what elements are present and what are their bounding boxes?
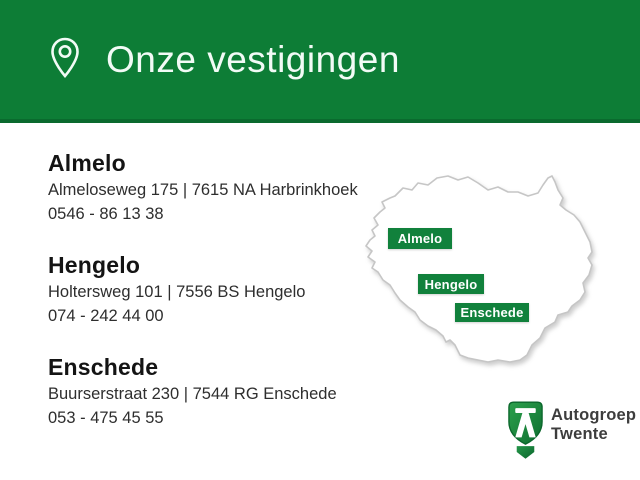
location-address: Almeloseweg 175 | 7615 NA Harbrinkhoek [48,181,358,199]
location-almelo [48,148,378,226]
logo-line-2: Twente [551,424,608,443]
location-phone: 074 - 242 44 00 [48,307,164,325]
location-name: Hengelo [48,252,141,278]
location-pin-icon [50,36,80,84]
page-title: Onze vestigingen [106,38,400,80]
location-phone: 0546 - 86 13 38 [48,205,164,223]
twente-map-outline-icon [362,168,618,396]
location-address: Buurserstraat 230 | 7544 RG Enschede [48,385,337,403]
map-label-enschede: Enschede [455,303,529,322]
autogroep-shield-icon [506,400,545,461]
location-phone: 053 - 475 45 55 [48,409,164,427]
location-hengelo [48,250,378,328]
location-enschede [48,352,378,430]
map-label-almelo: Almelo [388,228,452,249]
location-name: Enschede [48,354,159,380]
header-banner [0,0,640,123]
location-name: Almelo [48,150,126,176]
location-address: Holtersweg 101 | 7556 BS Hengelo [48,283,306,301]
logo-line-1: Autogroep [551,406,637,424]
map-label-hengelo: Hengelo [418,274,484,294]
locations-list [48,148,378,454]
region-map [362,168,618,396]
logo-text [551,406,636,443]
company-logo [506,400,636,461]
